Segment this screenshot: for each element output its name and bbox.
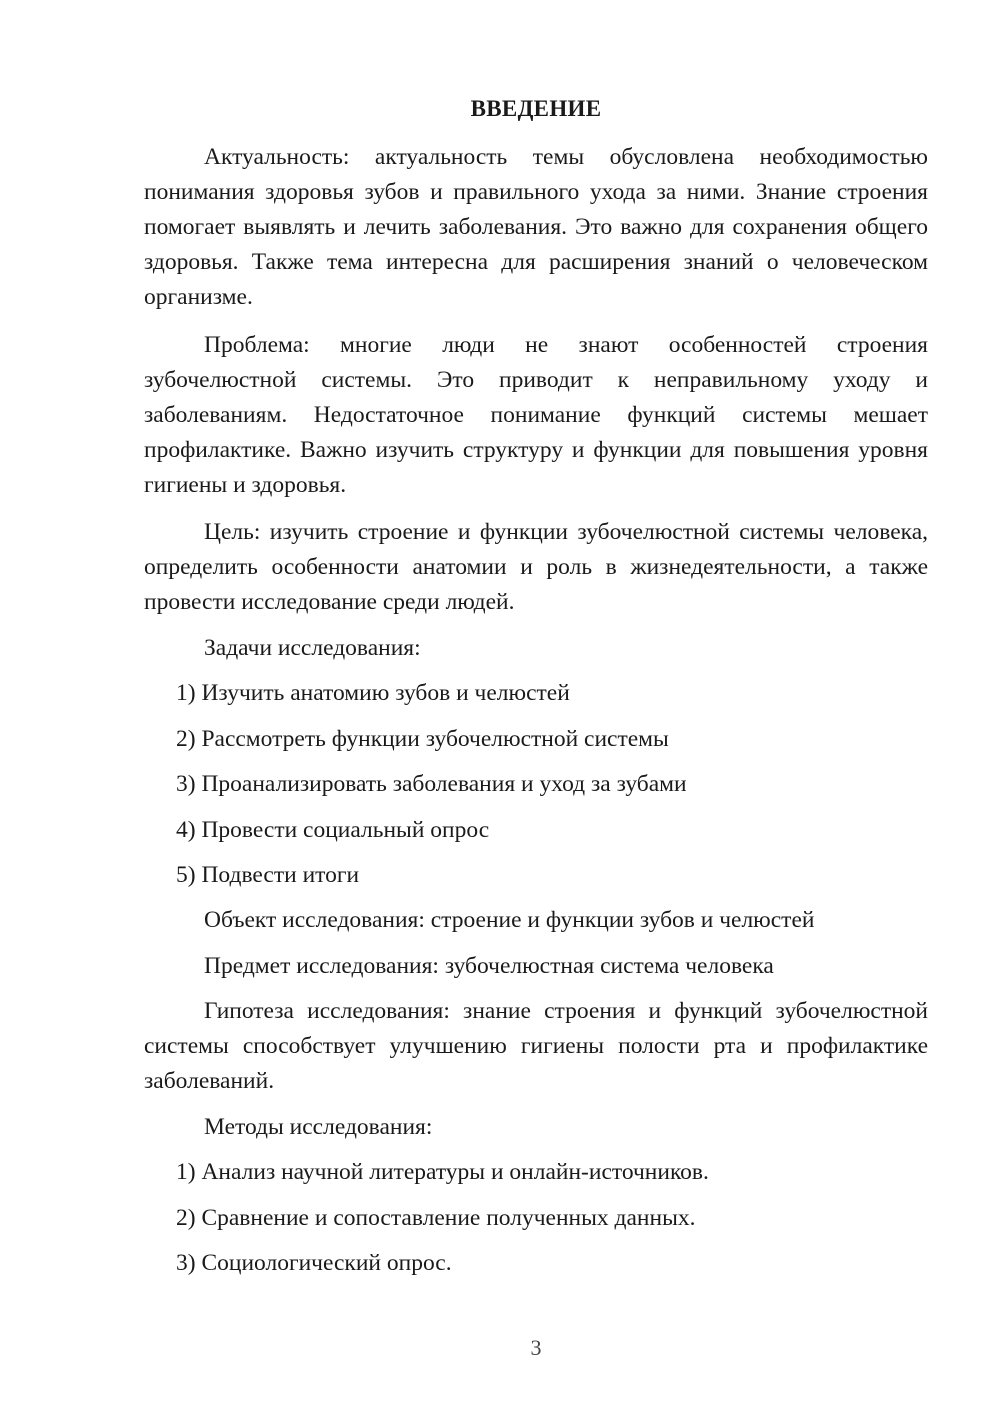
methods-heading: Методы исследования: (204, 1114, 433, 1140)
subject-line: Предмет исследования: зубочелюстная система человека (204, 953, 774, 979)
task-item-4: 4) Провести социальный опрос (176, 817, 490, 843)
object-line: Объект исследования: строение и функции зубов и челюстей (204, 907, 815, 933)
task-item-2: 2) Рассмотреть функции зубочелюстной системы (176, 726, 669, 752)
relevance-paragraph: Актуальность: актуальность темы обусловлена необходимостью понимания здоровья зубов и правильного ухода за ними. Знание строения помогает выявлять и лечить заболевания. Это важно для сохранения общего здоровья. Также тема интересна для расширения знаний о человеческом организме. (144, 144, 928, 310)
page-number: 3 (530, 1335, 542, 1360)
method-item-1: 1) Анализ научной литературы и онлайн-источников. (176, 1159, 709, 1185)
problem-paragraph: Проблема: многие люди не знают особенностей строения зубочелюстной системы. Это приводит к неправильному уходу и заболеваниям. Недостаточное понимание функций системы мешает профилактике. Важно изучить структуру и функции для повышения уровня гигиены и здоровья. (144, 332, 928, 498)
task-item-3: 3) Проанализировать заболевания и уход за зубами (176, 771, 687, 797)
task-item-5: 5) Подвести итоги (176, 862, 360, 888)
tasks-heading: Задачи исследования: (204, 635, 421, 661)
method-item-2: 2) Сравнение и сопоставление полученных данных. (176, 1205, 696, 1231)
method-item-3: 3) Социологический опрос. (176, 1250, 452, 1276)
task-item-1: 1) Изучить анатомию зубов и челюстей (176, 680, 570, 706)
hypothesis-paragraph: Гипотеза исследования: знание строения и функций зубочелюстной системы способствует улучшению гигиены полости рта и профилактике заболеваний. (144, 998, 928, 1094)
page-title: ВВЕДЕНИЕ (470, 96, 602, 121)
goal-paragraph: Цель: изучить строение и функции зубочелюстной системы человека, определить особенности анатомии и роль в жизнедеятельности, а также провести исследование среди людей. (144, 519, 928, 615)
